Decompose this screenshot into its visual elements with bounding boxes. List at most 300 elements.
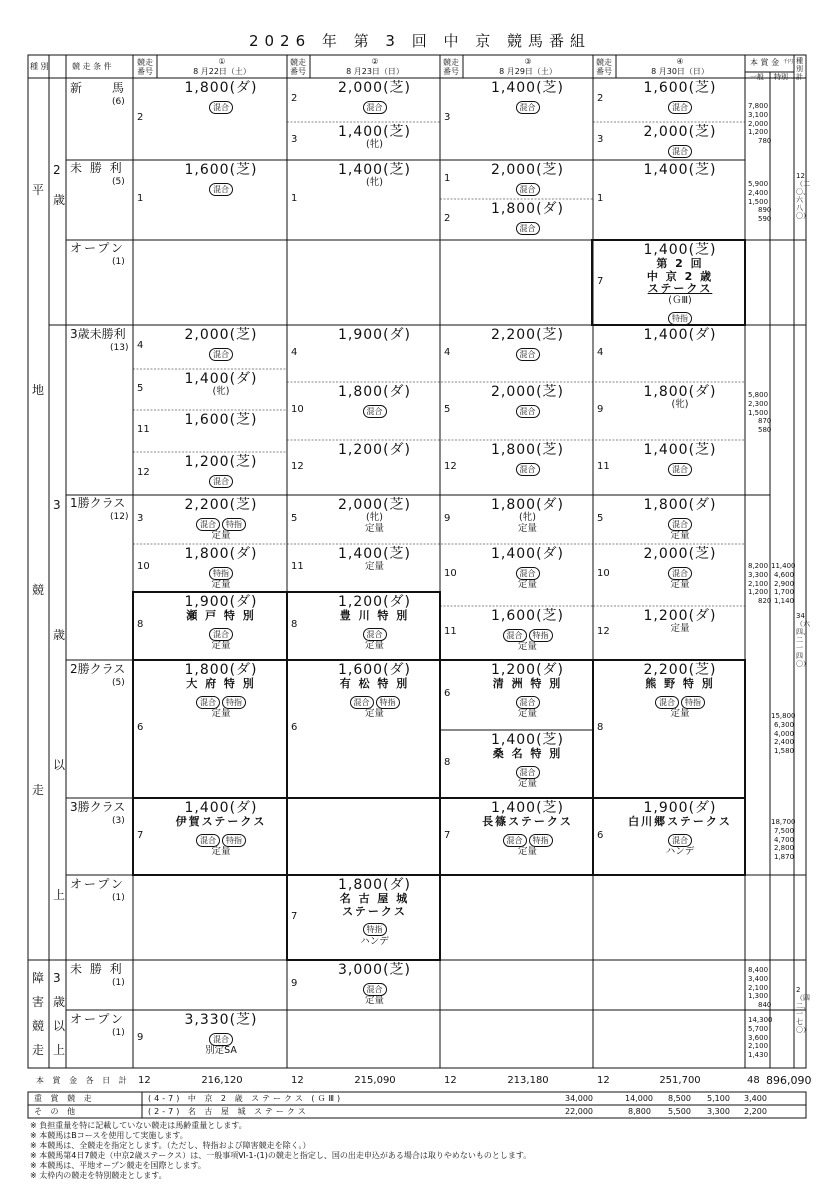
race-badge: 混合 (516, 405, 540, 418)
totals-value-1: 216,120 (201, 1075, 243, 1086)
cond-count: (13) (110, 343, 129, 353)
race-distance: 2,200(芝) (643, 662, 717, 678)
race-detail (311, 962, 438, 1007)
race-detail (464, 608, 591, 653)
race-distance: 3,330(芝) (184, 1012, 258, 1028)
bottom-val: 8,800 (628, 1107, 651, 1116)
race-number: 1 (597, 193, 604, 204)
race-badges (157, 178, 285, 196)
race-number: 8 (137, 619, 144, 630)
race-distance: 1,400(ダ) (184, 800, 258, 816)
note: ※ 本競馬は、全競走を指定とします。（ただし、特指および障害競走を除く。） (30, 1141, 311, 1150)
race-badge: 混合 (668, 518, 692, 531)
type-total-three: 34（六四、二一四〇） (796, 612, 810, 668)
note: ※ 本競馬はBコースを使用して実施します。 (30, 1131, 188, 1140)
race-weight: 定量 (517, 708, 537, 720)
race-number: 10 (291, 404, 304, 415)
section-jump-age: 3 歳 以 上 (53, 971, 66, 1057)
bottom-val: 2,200 (744, 1107, 767, 1116)
race-badge: 混合 (209, 101, 233, 114)
cond-count: (1) (112, 257, 125, 267)
cond-label: 1勝クラス (70, 496, 126, 510)
race-distance: 1,400(芝) (337, 162, 411, 178)
race-badges (157, 470, 285, 488)
bottom-val: 34,000 (565, 1094, 593, 1103)
race-distance: 2,000(芝) (643, 546, 717, 562)
race-weight: 定量 (211, 846, 231, 858)
race-badge: 混合 (363, 101, 387, 114)
race-badges (464, 761, 591, 779)
race-number: 7 (597, 275, 604, 287)
header-prize-a: 一般 (750, 73, 764, 81)
race-number: 2 (597, 93, 604, 104)
race-badge: 特指 (529, 629, 553, 642)
race-weight: 定量 (211, 708, 231, 720)
race-distance: 2,200(芝) (184, 497, 258, 513)
race-number: 4 (137, 340, 144, 351)
race-detail (617, 162, 743, 178)
race-number: 9 (137, 1032, 144, 1043)
header-kind: 種 別 (30, 62, 49, 71)
prize-value: 2,400 (774, 738, 795, 747)
race-detail (157, 546, 285, 591)
race-number: 2 (137, 112, 144, 123)
cond-label: 3勝クラス (70, 800, 126, 814)
day2-num: ② (371, 57, 379, 66)
race-number: 4 (291, 346, 298, 358)
cond-label: オープン (70, 241, 125, 255)
notes (30, 1121, 531, 1181)
race-weight: 定量 (364, 640, 384, 652)
race-detail (311, 662, 438, 720)
race-number: 10 (137, 561, 150, 572)
race-badge: 特指 (222, 696, 246, 709)
prize-value: 870 (758, 417, 772, 426)
prize-value: 1,300 (748, 992, 769, 1001)
race-detail (157, 800, 285, 858)
race-distance: 1,900(ダ) (184, 594, 258, 610)
prize-value: 3,400 (748, 974, 769, 983)
prize-value: 1,500 (748, 408, 769, 417)
race-distance: 1,400(芝) (643, 442, 717, 458)
race-detail (464, 384, 591, 418)
prize-value: 890 (758, 206, 772, 215)
race-distance: 1,800(ダ) (184, 80, 258, 96)
prize-value: 8,400 (748, 966, 769, 974)
race-badge: 混合 (655, 696, 679, 709)
day1-num: ① (218, 57, 226, 66)
race-badges (157, 513, 285, 531)
race-badge: 特指 (376, 696, 400, 709)
race-detail (464, 662, 591, 720)
prize-value: 1,500 (748, 197, 769, 206)
prize-list (771, 562, 796, 606)
cond-count: (12) (110, 512, 129, 522)
race-badges (311, 978, 438, 996)
race-detail (617, 662, 743, 720)
race-weight: 定量 (364, 523, 384, 535)
race-number: 10 (444, 568, 457, 579)
race-number: 12 (597, 626, 610, 637)
prize-value: 2,900 (774, 579, 795, 588)
race-badges (464, 624, 591, 642)
race-weight: 定量 (211, 640, 231, 652)
race-detail (464, 442, 591, 476)
day2-date: 8 月23日（日） (346, 67, 404, 76)
race-badge: 混合 (363, 405, 387, 418)
prize-value: 820 (758, 597, 772, 605)
race-badge: 混合 (668, 463, 692, 476)
prize-value: 1,200 (748, 128, 769, 137)
race-number: 6 (444, 688, 451, 699)
cond-label: 3歳未勝利 (70, 327, 126, 341)
race-sex: (牝) (212, 386, 230, 398)
prize-value: 7,500 (774, 826, 795, 835)
race-distance: 1,600(芝) (184, 412, 258, 428)
race-badges (617, 140, 743, 158)
race-distance: 1,800(ダ) (643, 384, 717, 400)
cond-label: 2勝クラス (70, 662, 126, 676)
prize-value: 11,400 (771, 562, 796, 570)
prize-list (771, 712, 796, 756)
race-badges (617, 829, 743, 847)
race-sex: (牝) (366, 139, 383, 151)
race-detail (464, 201, 591, 235)
prize-list (748, 102, 771, 146)
race-sex: (牝) (671, 399, 689, 411)
race-number: 1 (137, 193, 144, 204)
section-flat: 平 地 競 走 (32, 183, 45, 797)
race-name: 清 洲 特 別 (492, 677, 563, 691)
race-badges (464, 458, 591, 476)
totals-count-2: 12 (291, 1075, 304, 1086)
prize-value: 5,700 (748, 1024, 769, 1033)
race-name: 中 京 2 歳 (646, 269, 714, 283)
prize-value: 590 (758, 215, 772, 223)
race-distance: 1,200(ダ) (490, 662, 564, 678)
race-detail (157, 454, 285, 488)
race-badges (157, 829, 285, 847)
race-detail (617, 384, 743, 411)
day3-date: 8 月29日（土） (499, 67, 557, 76)
race-name: 有 松 特 別 (339, 677, 410, 691)
race-name: 名 古 屋 城 (339, 892, 410, 906)
race-sex: (牝) (366, 512, 383, 524)
header-total: 種別計 (796, 57, 803, 81)
header-cond: 競 走 条 件 (72, 62, 112, 71)
race-badges (311, 623, 438, 641)
race-distance: 1,600(芝) (490, 608, 564, 624)
race-badge: 混合 (516, 183, 540, 196)
race-badges (157, 691, 285, 709)
race-sex: (牝) (366, 177, 383, 189)
race-number: 5 (291, 512, 298, 524)
race-badge: 特指 (529, 834, 553, 847)
totals-count-5: 48 (747, 1075, 760, 1086)
totals-value-2: 215,090 (354, 1075, 396, 1086)
race-badges (464, 829, 591, 847)
race-detail (157, 1012, 285, 1057)
race-name: 瀬 戸 特 別 (186, 609, 256, 623)
race-distance: 1,400(芝) (643, 242, 717, 258)
bottom-val: 8,500 (668, 1094, 691, 1103)
prize-value: 8,200 (748, 562, 769, 570)
header-racenum-2: 競走番号 (290, 58, 306, 76)
race-detail (157, 497, 285, 542)
prize-value: 2,100 (748, 1042, 769, 1051)
bottom-val: 5,500 (668, 1107, 691, 1116)
race-badge: 混合 (516, 463, 540, 476)
prize-value: 1,200 (748, 588, 769, 597)
race-detail (157, 327, 285, 361)
bottom-kind: 重 賞 競 走 (34, 1094, 95, 1103)
totals-count-3: 12 (444, 1075, 457, 1086)
race-name: 伊賀ステークス (175, 815, 267, 829)
race-number: 4 (444, 346, 451, 358)
race-distance: 1,400(芝) (643, 162, 717, 178)
race-detail (617, 546, 743, 591)
totals-label: 本 賞 金 各 日 計 (36, 1076, 130, 1085)
section-two-year: 2 歳 (53, 163, 66, 207)
race-badges (617, 562, 743, 580)
race-number: 6 (137, 722, 144, 733)
race-badges (311, 400, 438, 418)
race-distance: 1,400(ダ) (643, 327, 717, 343)
prize-value: 1,140 (774, 597, 795, 605)
totals-count-4: 12 (597, 1075, 610, 1086)
race-sex: (牝) (519, 512, 536, 524)
race-number: 7 (444, 829, 451, 841)
prize-value: 2,100 (748, 983, 769, 992)
prize-value: 580 (758, 426, 772, 434)
race-number: 11 (597, 460, 610, 472)
race-detail (464, 732, 591, 790)
race-number: 3 (137, 512, 144, 524)
race-distance: 2,200(芝) (490, 327, 564, 343)
race-detail (157, 162, 285, 196)
race-badge: 混合 (516, 101, 540, 114)
prize-list (748, 391, 771, 435)
race-number: 2 (444, 212, 451, 224)
race-weight: 別定SA (205, 1045, 237, 1057)
race-detail (617, 124, 743, 158)
race-distance: 1,800(芝) (490, 442, 564, 458)
totals-value-5: 896,090 (766, 1074, 812, 1087)
race-distance: 2,000(芝) (337, 80, 411, 96)
race-badges (464, 343, 591, 361)
prize-value: 7,800 (748, 102, 769, 110)
race-distance: 1,800(ダ) (643, 497, 717, 513)
race-name: 熊 野 特 別 (645, 677, 715, 691)
cond-label: オープン (70, 877, 125, 891)
prize-value: 15,800 (771, 712, 796, 720)
race-detail (464, 497, 591, 535)
cond-count: (1) (112, 893, 125, 903)
race-badges (157, 343, 285, 361)
prize-list (771, 818, 796, 862)
prize-list (748, 180, 771, 224)
day4-date: 8 月30日（日） (651, 67, 709, 76)
bottom-race: (2-7) 名 古 屋 城 ステークス (148, 1107, 309, 1116)
bottom-val: 5,100 (707, 1094, 730, 1103)
race-badges (464, 562, 591, 580)
race-distance: 1,800(ダ) (184, 662, 258, 678)
race-number: 12 (291, 460, 304, 472)
race-number: 8 (597, 722, 604, 733)
prize-list (748, 562, 771, 606)
race-distance: 3,000(芝) (337, 962, 411, 978)
prize-value: 3,100 (748, 110, 769, 119)
race-detail (464, 162, 591, 196)
race-number: 1 (291, 193, 298, 204)
race-distance: 1,200(ダ) (643, 608, 717, 624)
prize-value: 14,300 (748, 1016, 773, 1024)
note: ※ 負担重量を特に記載していない競走は馬齢重量とします。 (30, 1121, 247, 1130)
bottom-val: 14,000 (625, 1094, 653, 1103)
race-distance: 1,200(ダ) (337, 594, 411, 610)
race-badge: 特指 (222, 518, 246, 531)
race-detail (311, 877, 438, 948)
race-number: 9 (291, 978, 298, 989)
race-detail (311, 124, 438, 151)
race-weight: 定量 (517, 778, 537, 790)
race-distance: 1,400(芝) (490, 732, 564, 748)
race-detail (464, 800, 591, 858)
race-distance: 1,600(ダ) (337, 662, 411, 678)
race-detail (311, 384, 438, 418)
race-badge: 混合 (209, 628, 233, 641)
race-number: 2 (291, 93, 298, 104)
prize-value: 2,400 (748, 188, 769, 197)
prize-value: 840 (758, 1001, 772, 1009)
race-badge: 混合 (516, 222, 540, 235)
race-detail (617, 242, 743, 325)
race-detail (157, 412, 285, 428)
race-distance: 1,400(芝) (490, 80, 564, 96)
race-distance: 1,200(ダ) (337, 442, 411, 458)
prize-list (748, 966, 771, 1010)
race-badges (157, 623, 285, 641)
race-detail (617, 800, 743, 858)
note: ※ 本競馬は、平地オープン競走を国際とします。 (30, 1161, 206, 1170)
race-number: 11 (291, 561, 304, 572)
type-total-jump: 2（四二、一七〇） (796, 986, 810, 1034)
race-weight: 定量 (211, 579, 231, 591)
race-detail (157, 662, 285, 720)
race-number: 8 (291, 619, 298, 630)
race-badge: 特指 (222, 834, 246, 847)
race-weight: 定量 (670, 623, 690, 635)
prize-value: 2,000 (748, 119, 769, 128)
race-number: 7 (137, 829, 144, 841)
race-detail (311, 594, 438, 652)
race-distance: 1,800(ダ) (337, 877, 411, 893)
race-badges (464, 178, 591, 196)
day4-num: ④ (676, 57, 684, 66)
prize-value: 2,300 (748, 399, 769, 408)
race-distance: 2,000(芝) (490, 162, 564, 178)
prize-value: 1,430 (748, 1051, 769, 1059)
race-distance: 1,800(ダ) (337, 384, 411, 400)
race-weight: 定量 (517, 641, 537, 653)
race-name: 白川郷ステークス (628, 815, 732, 829)
race-weight: ハンデ (665, 846, 695, 858)
race-badge: 混合 (209, 183, 233, 196)
race-badge: 混合 (516, 696, 540, 709)
note: ※ 太枠内の競走を特別競走とします。 (30, 1171, 167, 1180)
race-number: 3 (597, 134, 604, 145)
race-badges (617, 513, 743, 531)
prize-value: 1,580 (774, 747, 795, 755)
race-detail (617, 327, 743, 343)
race-distance: 1,900(ダ) (643, 800, 717, 816)
race-badge: 混合 (363, 628, 387, 641)
race-badge: 混合 (503, 834, 527, 847)
cond-label: オープン (70, 1012, 125, 1026)
race-weight: 定量 (211, 530, 231, 542)
race-detail (617, 608, 743, 635)
race-badges (464, 691, 591, 709)
race-detail (617, 80, 743, 114)
race-name: ステークス (342, 904, 407, 918)
race-detail (617, 497, 743, 542)
race-badge: 特指 (668, 312, 692, 325)
race-badges (157, 1028, 285, 1046)
prize-value: 3,600 (748, 1033, 769, 1042)
race-number: 10 (597, 568, 610, 579)
race-detail (617, 442, 743, 476)
race-badges (617, 458, 743, 476)
race-number: 6 (597, 829, 604, 841)
race-number: 9 (444, 512, 451, 524)
prize-value: 5,800 (748, 391, 769, 399)
prize-list (748, 1016, 773, 1060)
race-badges (464, 400, 591, 418)
race-weight: 定量 (670, 530, 690, 542)
header-prize: 本 賞 金 (750, 58, 780, 67)
prize-value: 2,800 (774, 844, 795, 853)
race-number: 3 (291, 134, 298, 145)
race-number: 9 (597, 404, 604, 415)
header-racenum-4: 競走番号 (596, 58, 612, 76)
race-badge: 特指 (681, 696, 705, 709)
race-number: 1 (444, 172, 451, 184)
race-distance: 1,800(ダ) (184, 546, 258, 562)
race-badges (157, 562, 285, 580)
prize-value: 5,900 (748, 180, 769, 188)
race-weight: 定量 (364, 708, 384, 720)
race-weight: 定量 (517, 846, 537, 858)
race-distance: 2,000(芝) (184, 327, 258, 343)
prize-value: 2,100 (748, 579, 769, 588)
prize-value: 4,700 (774, 835, 795, 844)
cond-count: (5) (112, 177, 125, 187)
race-badges (311, 96, 438, 114)
race-detail (311, 497, 438, 535)
cond-count: (1) (112, 978, 125, 988)
race-number: 8 (444, 757, 451, 768)
cond-label: 未 勝 利 (70, 962, 124, 976)
prize-value: 6,300 (774, 720, 795, 729)
bottom-val: 3,400 (744, 1094, 767, 1103)
race-number: 5 (597, 512, 604, 524)
race-number: 12 (444, 460, 457, 472)
race-distance: 1,400(芝) (490, 800, 564, 816)
race-badge: 混合 (209, 1033, 233, 1046)
cond-count: (1) (112, 1028, 125, 1038)
cond-label: 未 勝 利 (70, 161, 124, 175)
race-distance: 1,400(芝) (337, 124, 411, 140)
